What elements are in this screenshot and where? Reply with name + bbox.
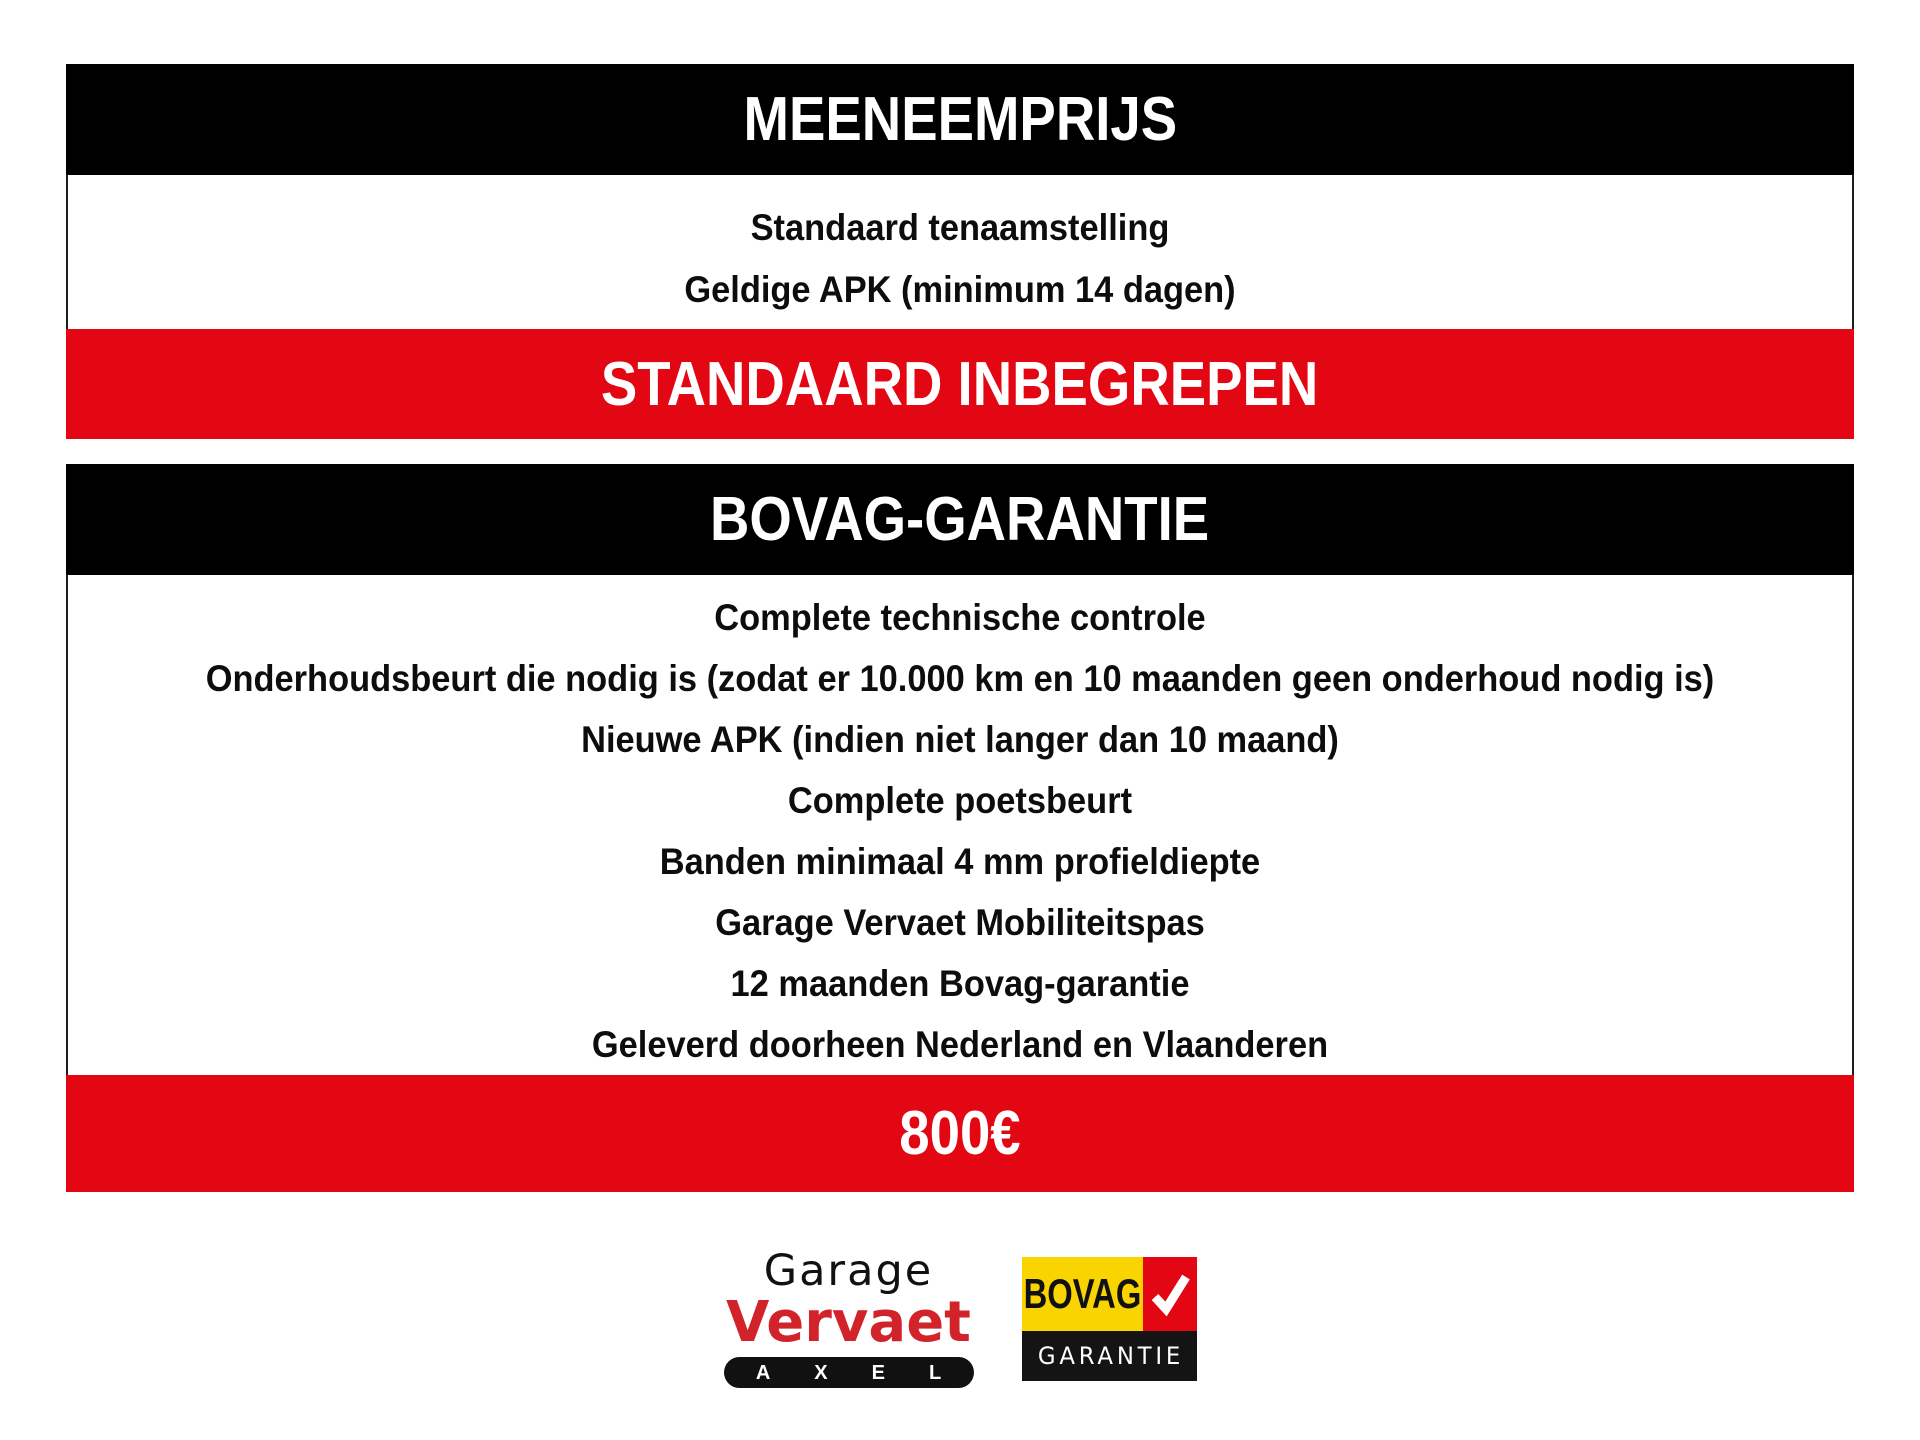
list-item: 12 maanden Bovag-garantie	[730, 963, 1190, 1004]
meeneemprijs-body	[66, 175, 1854, 329]
list-item: Garage Vervaet Mobiliteitspas	[715, 902, 1205, 943]
meeneemprijs-title: MEENEEMPRIJS	[743, 85, 1177, 154]
bovag-garantie-body	[66, 575, 1854, 1075]
garage-vervaet-logo	[724, 1246, 986, 1388]
garage-vervaet-logo-city-pill	[724, 1357, 986, 1388]
standaard-inbegrepen-title: STANDAARD INBEGREPEN	[601, 349, 1319, 419]
price-poster	[66, 64, 1854, 1388]
meeneemprijs-header-bar	[66, 64, 1854, 175]
list-item: Geldige APK (minimum 14 dagen)	[684, 269, 1236, 310]
panel-gap	[66, 439, 1854, 464]
price-bar	[66, 1075, 1854, 1192]
garage-vervaet-logo-name: Vervaet	[726, 1290, 971, 1355]
garage-vervaet-logo-city: AXEL	[755, 1361, 986, 1384]
bovag-garantie-logo	[1022, 1257, 1197, 1381]
garage-vervaet-logo-top: Garage	[763, 1246, 934, 1296]
panel-meeneemprijs	[66, 64, 1854, 439]
checkmark-icon	[1149, 1268, 1191, 1320]
footer-logos	[66, 1246, 1854, 1388]
standaard-inbegrepen-bar	[66, 329, 1854, 439]
panel-bovag-garantie	[66, 464, 1854, 1192]
bovag-garantie-header-bar	[66, 464, 1854, 575]
list-item: Complete poetsbeurt	[787, 780, 1133, 821]
list-item: Onderhoudsbeurt die nodig is (zodat er 10.000 km en 10 maanden geen onderhoud nodig is)	[205, 658, 1715, 699]
bovag-logo-brand: BOVAG	[1023, 1270, 1141, 1317]
bovag-logo-sub: GARANTIE	[1037, 1342, 1185, 1370]
price-value: 800€	[899, 1099, 1021, 1168]
bovag-logo-red-block	[1143, 1257, 1197, 1331]
bovag-logo-black-band	[1022, 1331, 1197, 1381]
bovag-garantie-title: BOVAG-GARANTIE	[710, 485, 1210, 554]
list-item: Complete technische controle	[714, 597, 1206, 638]
list-item: Nieuwe APK (indien niet langer dan 10 maand)	[581, 719, 1339, 760]
bovag-logo-yellow-block	[1022, 1257, 1143, 1331]
list-item: Banden minimaal 4 mm profieldiepte	[659, 841, 1261, 882]
list-item: Geleverd doorheen Nederland en Vlaanderen	[591, 1024, 1329, 1065]
list-item: Standaard tenaamstelling	[750, 207, 1170, 248]
